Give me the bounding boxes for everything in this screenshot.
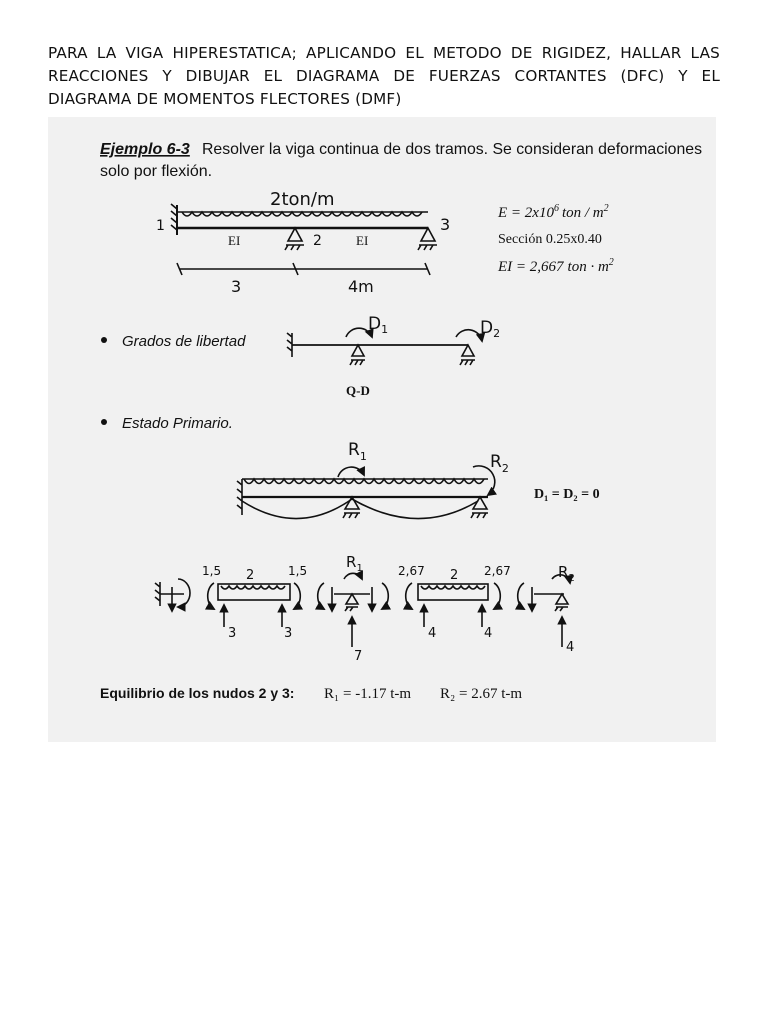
node2-support — [345, 594, 358, 611]
span1-left-moment-arrow — [208, 583, 214, 609]
span1-right-moment-arrow — [294, 583, 300, 609]
dof-fixed-support — [287, 333, 292, 357]
r2-result: R₂ = 2.67 t-m — [440, 686, 523, 702]
d1-subscript: 1 — [381, 323, 389, 336]
ei-value: EI = 2,667 — [498, 259, 564, 275]
example-statement-1: Resolver la viga continua de dos tramos. Se consideran deformaciones — [202, 141, 702, 158]
material-properties — [497, 203, 614, 275]
r1-result: R₁ = -1.17 t-m — [324, 686, 412, 702]
scanned-example-figure — [48, 117, 716, 742]
pin-support-node-3 — [418, 228, 437, 250]
r1-fbd-arrow — [344, 573, 362, 579]
node2-reaction: 7 — [354, 649, 363, 664]
problem-line-2: REACCIONES Y DIBUJAR EL DIAGRAMA DE FUERZAS CORTANTES (DFC) Y EL — [48, 67, 720, 85]
span1-load-arcs — [221, 586, 285, 589]
fbd-fixed-support — [155, 582, 160, 606]
span2-left-moment: 2,67 — [398, 564, 425, 578]
r1-label: R — [348, 440, 360, 460]
modulus-exponent: 6 — [553, 203, 559, 214]
svg-text:R2 — [558, 563, 575, 584]
span2-right-moment: 2,67 — [484, 564, 511, 578]
continuous-beam-diagram — [156, 189, 450, 296]
r2-subscript: 2 — [501, 462, 509, 475]
dof-title: Grados de libertad — [122, 333, 246, 350]
ei-unit-exponent: 2 — [608, 257, 614, 268]
node3-support — [555, 594, 568, 611]
span1-left-moment: 1,5 — [202, 564, 222, 578]
dof-support-2 — [350, 345, 365, 365]
svg-text:R1 — [348, 440, 367, 463]
span-2-length: 4m — [348, 277, 374, 296]
pin-support-node-2 — [285, 228, 304, 250]
modulus-unit-exponent: 2 — [603, 203, 609, 214]
span2-right-moment-arrow — [494, 583, 500, 609]
primary-state-section — [101, 415, 600, 519]
ei-left-label: EI — [228, 233, 241, 248]
primary-state-title: Estado Primario. — [122, 415, 233, 432]
r2-label: R — [490, 452, 502, 472]
bullet-primary — [101, 419, 107, 425]
fixed-support-node-1 — [171, 204, 177, 235]
primary-fixed-support — [237, 479, 242, 515]
equilibrium-label: Equilibrio de los nudos 2 y 3: — [100, 685, 295, 701]
free-body-diagrams — [155, 553, 575, 664]
span2-left-moment-arrow — [406, 583, 412, 609]
svg-text:D2 — [480, 318, 500, 340]
d1-label: D — [368, 314, 382, 334]
modulus-unit: ton / m — [561, 205, 604, 221]
node3-reaction: 4 — [566, 640, 575, 655]
distributed-load-label: 2ton/m — [270, 189, 335, 210]
fbd-r2-subscript: 2 — [568, 573, 575, 584]
node2-right-moment-arrow — [382, 583, 388, 609]
equilibrium-result — [100, 685, 522, 702]
span2-shear-b: 4 — [484, 626, 493, 641]
span2-load-arcs — [421, 586, 485, 589]
fbd-left-moment-arrow — [178, 579, 190, 607]
r1-moment-arrow — [338, 467, 364, 477]
node-3-label: 3 — [440, 215, 451, 234]
span1-load: 2 — [246, 568, 255, 583]
degrees-of-freedom-section — [101, 314, 500, 398]
node-2-label: 2 — [313, 233, 322, 249]
problem-line-3: DIAGRAMA DE MOMENTOS FLECTORES (DMF) — [48, 90, 402, 108]
node3-left-moment-arrow — [518, 583, 524, 609]
dof-support-3 — [460, 345, 475, 365]
d2-subscript: 2 — [493, 327, 501, 340]
section-label: Sección 0.25x0.40 — [498, 232, 602, 247]
d2-label: D — [480, 318, 494, 338]
span1-right-moment: 1,5 — [288, 564, 308, 578]
span2-load: 2 — [450, 568, 459, 583]
dimension-line — [177, 263, 430, 275]
ei-right-label: EI — [356, 233, 369, 248]
primary-deflected-shape — [242, 499, 478, 519]
example-statement-2: solo por flexión. — [100, 163, 213, 180]
node2-left-moment-arrow — [318, 583, 324, 609]
qd-caption: Q-D — [346, 383, 370, 398]
example-label: Ejemplo 6-3 — [100, 141, 190, 158]
fbd-r1-label: R — [346, 553, 357, 571]
r1-subscript: 1 — [359, 450, 367, 463]
zero-displacement-condition: D₁ = D₂ = 0 — [534, 487, 600, 502]
ei-unit: ton · m — [567, 259, 609, 275]
example-figure-svg — [48, 117, 716, 742]
span1-shear-a: 3 — [228, 626, 237, 641]
node-1-label: 1 — [156, 218, 165, 234]
problem-statement — [48, 42, 720, 111]
span1-shear-b: 3 — [284, 626, 293, 641]
svg-text:R1 — [346, 553, 363, 574]
problem-line-1: PARA LA VIGA HIPERESTATICA; APLICANDO EL METODO DE RIGIDEZ, HALLAR LAS — [48, 44, 720, 62]
svg-text:E = 2x106ton / m2 — [497, 203, 609, 221]
fbd-r2-label: R — [558, 563, 569, 581]
span2-shear-a: 4 — [428, 626, 437, 641]
d2-rotation-arrow — [456, 330, 482, 341]
span-1-length: 3 — [231, 277, 242, 296]
svg-text:EI = 2,667ton · m2 — [497, 257, 614, 275]
svg-text:R2 — [490, 452, 509, 475]
modulus-prefix: E = 2x10 — [498, 205, 554, 221]
primary-support-3 — [471, 497, 488, 518]
fbd-r1-subscript: 1 — [356, 563, 363, 574]
bullet-dof — [101, 337, 107, 343]
svg-text:D1 — [368, 314, 388, 336]
